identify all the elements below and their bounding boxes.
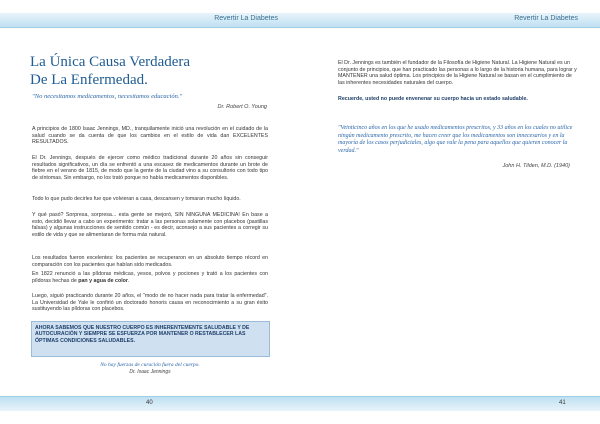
closing-quote: No hay fuerzas de curación fuera del cuerpo.	[100, 362, 200, 368]
title-line-2: De La Enfermedad.	[30, 72, 148, 88]
title-line-1: La Única Causa Verdadera	[30, 54, 191, 70]
header-band	[300, 13, 600, 28]
paragraph-5: Los resultados fueron excelentes: los pacientes se recuperaron en un absoluto tiempo récord en comparación con los pacientes que habían sido medicados.	[32, 255, 268, 268]
page-number: 41	[559, 400, 566, 406]
footer-band	[0, 396, 300, 411]
paragraph-2: El Dr. Jennings, después de ejercer como médico tradicional durante 20 años sin conseguir resultados significativos, un día se enfrentó a una escasez de medicamentos durante un brote de fiebre en el verano de 1815, de modo que la gente de la ciudad vino a su consultorio con todo tipo de síntomas. Sin embargo, no los trató porque no había medicamentos disponibles.	[32, 155, 268, 181]
paragraph-4: Y qué pasó? Sorpresa, sorpresa... esta gente se mejoró, SIN NINGUNA MEDICINA! En base a esto, decidió llevar a cabo un experimento: tratar a las personas solamente con placebos (pastillas falsas) y algunas instrucciones de sentido común - es decir, aconsejo a sus pacientes a corregir su estilo de vida y que se alimentaran de forma más natural.	[32, 212, 268, 238]
paragraph-3: Todo lo que pudo decirles fue que volvieran a casa, descansen y tomaran mucho líquido.	[32, 196, 241, 202]
chapter-title	[30, 53, 270, 89]
emphasis-sentence: Recuerde, usted no puede envenenar su cuerpo hacia un estado saludable.	[338, 96, 528, 102]
epigraph-quote: "No necesitamos medicamentos, necesitamos educación."	[32, 93, 183, 100]
closing-author: Dr. Isaac Jennings	[129, 369, 171, 375]
epigraph-author: Dr. Robert O. Young	[217, 104, 267, 110]
header-band	[0, 13, 300, 28]
tilden-quote: "Veinticinco años en los que he usado medicamentos prescritos, y 33 años en los cuales no utilice ningún medicamento prescrito, me hacen creer que los medicamentos son innecesarios y en la mayoría de los casos perjudiciales, algo que vale la pena para aquellos que quieren conocer la verdad."	[338, 125, 573, 154]
paragraph-6-emphasis: pan y agua de color	[78, 277, 128, 284]
page-number: 40	[146, 400, 153, 406]
paragraph-1: A principios de 1800 Isaac Jennings, MD., tranquilamente inició una revolución en el cuidado de la salud cuando se da cuenta de que los cambios en el estilo de vida dan EXCELENTES RESULTADOS.	[32, 126, 268, 146]
running-title: Revertir La Diabetes	[514, 15, 578, 22]
right-page	[300, 0, 600, 424]
paragraph-1: El Dr. Jennings es también el fundador de la Filosofía de Higiene Natural. La Higiene Natural es un conjunto de principios, que han practicado las personas a lo largo de la historia humana, para lograr y MANTENER una salud óptima. Los principios de la Higiene Natural se basan en el cumplimiento de las inherentes necesidades naturales del cuerpo.	[338, 60, 577, 86]
footer-band	[300, 396, 600, 411]
paragraph-7: Luego, siguió practicando durante 20 años, el "modo de no hacer nada para tratar la enfermedad". La Universidad de Yale le confirió un doctorado honoris causa en reconocimiento a su gran éxito sustituyendo las píldoras con placebos.	[32, 293, 268, 313]
paragraph-6-end: .	[127, 277, 130, 284]
paragraph-6-text: En 1822 renunció a las píldoras médicas, yesos, polvos y pociones y trató a los pacientes con píldoras hechas de	[32, 271, 268, 284]
paragraph-6	[32, 271, 268, 284]
running-title: Revertir La Diabetes	[214, 15, 278, 22]
callout-box: AHORA SABEMOS QUE NUESTRO CUERPO ES INHERENTEMENTE SALUDABLE Y DE AUTOCURACIÓN Y SIEMPRE SE ESFUERZA POR MANTENER O RESTABLECER LAS ÓPTIMAS CONDICIONES SALUDABLES.	[31, 321, 270, 357]
quote-author: John H. Tilden, M.D. (1940)	[502, 163, 570, 169]
